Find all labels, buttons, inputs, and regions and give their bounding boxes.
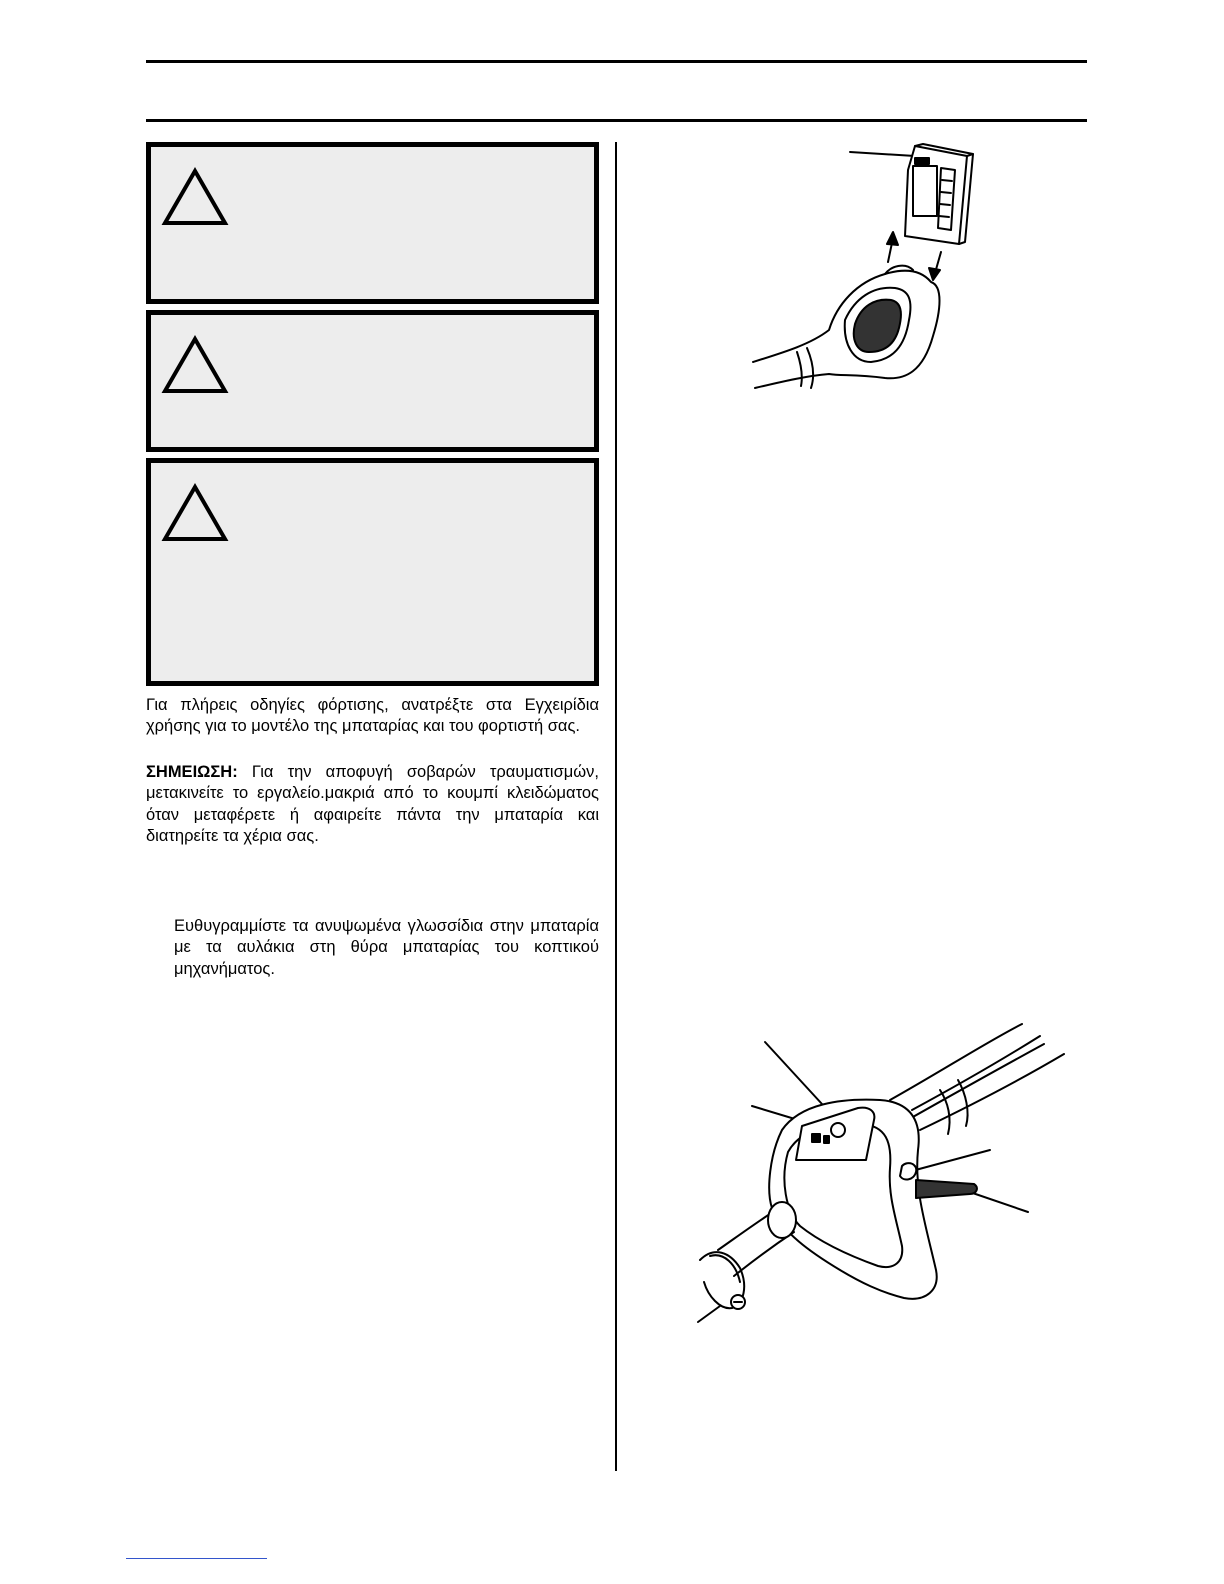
warning-triangle-icon [161,167,229,227]
warning-box-2 [146,310,599,452]
warning-triangle-icon [161,483,229,543]
column-divider [615,142,617,1471]
battery-insertion-illustration [745,140,985,395]
note-text: Για την αποφυγή σοβαρών τραυματισμών, μετακινείτε το εργαλείο.μακριά από το κουμπί κλειδώματος όταν μεταφέρετε ή αφαιρείτε πάντα την μπαταρία και διατηρείτε τα χέρια σας. [146,763,599,845]
handle-controls-illustration [690,1020,1070,1330]
warning-box-3 [146,458,599,686]
header-top-rule [146,60,1087,63]
warning-triangle-icon [161,335,229,395]
charging-instructions-text: Για πλήρεις οδηγίες φόρτισης, ανατρέξτε στα Εγχειρίδια χρήσης για το μοντέλο της μπαταρίας και του φορτιστή σας. [146,696,599,736]
header-bottom-rule [146,119,1087,122]
safety-note [146,762,599,847]
battery-alignment-step: Ευθυγραμμίστε τα ανυψωμένα γλωσσίδια στην μπαταρία με τα αυλάκια στη θύρα μπαταρίας του κοπτικού μηχανήματος. [174,917,599,978]
warning-box-1 [146,142,599,304]
note-label: ΣΗΜΕΙΩΣΗ: [146,763,238,781]
footer-link-underline [126,1558,267,1559]
